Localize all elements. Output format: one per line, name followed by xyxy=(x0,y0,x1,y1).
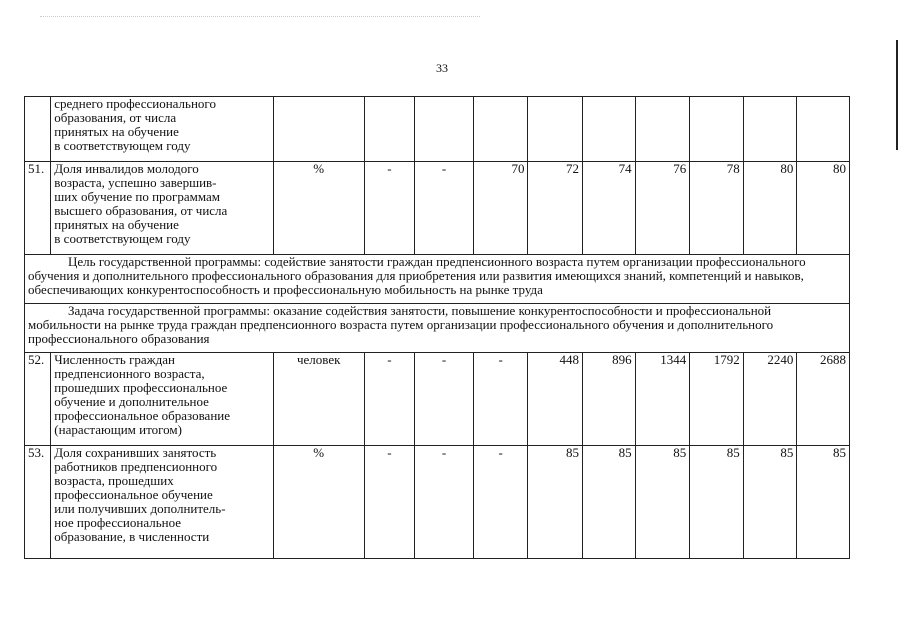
value-cell: 72 xyxy=(528,162,583,255)
binder-mark xyxy=(896,40,898,150)
value-cell: 2240 xyxy=(743,353,797,446)
indicators-table xyxy=(24,96,850,559)
value-cell xyxy=(743,97,797,162)
unit-cell xyxy=(273,97,364,162)
value-cell: 85 xyxy=(797,446,850,559)
row-number: 53. xyxy=(25,446,51,559)
value-cell xyxy=(690,97,744,162)
value-cell: 896 xyxy=(583,353,636,446)
row-number: 52. xyxy=(25,353,51,446)
unit-cell: % xyxy=(273,162,364,255)
value-cell: 85 xyxy=(690,446,744,559)
value-cell: 80 xyxy=(797,162,850,255)
value-cell: 448 xyxy=(528,353,583,446)
value-cell: - xyxy=(364,162,415,255)
page-number: 33 xyxy=(436,61,448,75)
program-goal xyxy=(25,255,850,304)
value-cell: - xyxy=(415,446,474,559)
value-cell: - xyxy=(473,353,528,446)
value-cell: 85 xyxy=(528,446,583,559)
value-cell xyxy=(415,97,474,162)
value-cell: 76 xyxy=(635,162,690,255)
unit-cell: % xyxy=(273,446,364,559)
value-cell: - xyxy=(473,446,528,559)
table-row xyxy=(25,446,850,559)
value-cell: 2688 xyxy=(797,353,850,446)
value-cell: 85 xyxy=(583,446,636,559)
value-cell xyxy=(797,97,850,162)
value-cell xyxy=(583,97,636,162)
value-cell: - xyxy=(364,446,415,559)
indicator-name: среднего профессионального образования, от числа принятых на обучение в соответствующем году xyxy=(51,97,273,162)
value-cell: 1792 xyxy=(690,353,744,446)
table-row xyxy=(25,353,850,446)
value-cell: 74 xyxy=(583,162,636,255)
table-row xyxy=(25,97,850,162)
program-goal-text: Цель государственной программы: содействие занятости граждан предпенсионного возраста путем организации профессионального обучения и дополнительного профессионального образования для приобретения или развития имеющихся знаний, компетенций и навыков, обеспечивающих конкурентоспособность и профессиональную мобильность на рынке труда xyxy=(28,254,806,297)
table-row-task xyxy=(25,304,850,353)
value-cell: - xyxy=(415,162,474,255)
row-number xyxy=(25,97,51,162)
program-task xyxy=(25,304,850,353)
program-task-text: Задача государственной программы: оказание содействия занятости, повышение конкурентоспособности и профессиональной мобильности на рынке труда граждан предпенсионного возраста путем организации профессионального обучения и дополнительного профессионального образования xyxy=(28,303,774,346)
value-cell xyxy=(473,97,528,162)
indicator-name: Доля инвалидов молодого возраста, успешно завершив- ших обучение по программам высшего образования, от числа принятых на обучение в соответствующем году xyxy=(51,162,273,255)
table-row-goal xyxy=(25,255,850,304)
value-cell: 85 xyxy=(635,446,690,559)
value-cell xyxy=(635,97,690,162)
indicator-name: Доля сохранивших занятость работников предпенсионного возраста, прошедших профессиональное обучение или получивших дополнитель- ное профессиональное образование, в численности xyxy=(51,446,273,559)
indicator-name: Численность граждан предпенсионного возраста, прошедших профессиональное обучение и дополнительное профессиональное образование (нарастающим итогом) xyxy=(51,353,273,446)
value-cell: 80 xyxy=(743,162,797,255)
value-cell: 70 xyxy=(473,162,528,255)
value-cell xyxy=(364,97,415,162)
scan-artifact xyxy=(40,16,480,21)
value-cell: - xyxy=(364,353,415,446)
value-cell xyxy=(528,97,583,162)
value-cell: 78 xyxy=(690,162,744,255)
unit-cell: человек xyxy=(273,353,364,446)
table-row xyxy=(25,162,850,255)
row-number: 51. xyxy=(25,162,51,255)
value-cell: 1344 xyxy=(635,353,690,446)
value-cell: 85 xyxy=(743,446,797,559)
value-cell: - xyxy=(415,353,474,446)
